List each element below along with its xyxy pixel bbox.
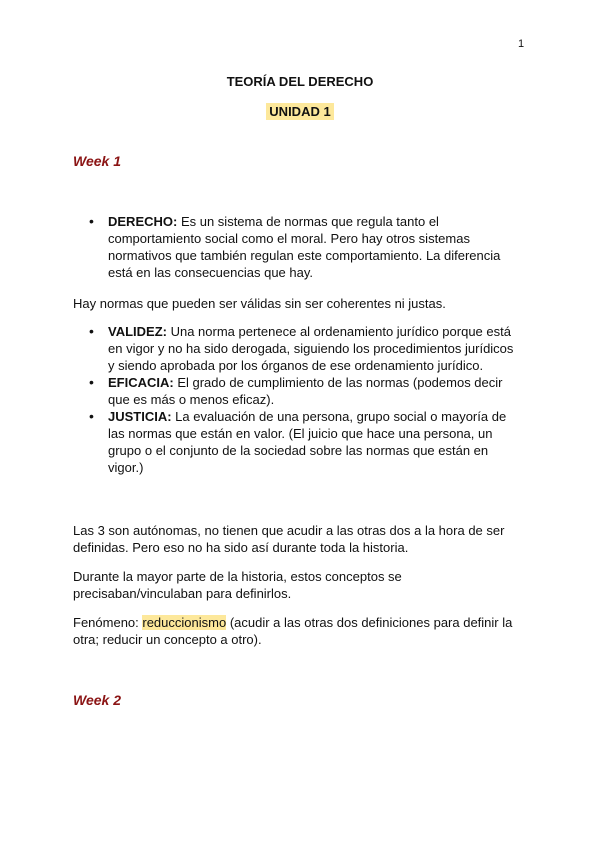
paragraph-norms: Hay normas que pueden ser válidas sin ser coherentes ni justas. — [73, 296, 446, 311]
unit-heading — [0, 103, 600, 120]
list-item-validez — [73, 323, 523, 374]
definition-justicia: La evaluación de una persona, grupo social o mayoría de las normas que están en valor. (El juicio que hace una persona, un grupo o el conjunto de la sociedad sobre las normas que están en vigor.) — [108, 409, 507, 475]
paragraph-phenomenon — [73, 614, 523, 648]
term-eficacia: EFICACIA: — [108, 375, 174, 390]
phenomenon-suffix: (acudir a las otras dos definiciones para definir la otra; reducir un concepto a otro). — [73, 615, 513, 647]
list-item-derecho — [73, 213, 523, 281]
week-2-heading: Week 2 — [73, 692, 121, 708]
phenomenon-prefix: Fenómeno: — [73, 615, 143, 630]
paragraph-autonomous: Las 3 son autónomas, no tienen que acudir a las otras dos a la hora de ser definidas. Pero eso no ha sido así durante toda la historia. — [73, 523, 505, 555]
term-validez: VALIDEZ: — [108, 324, 167, 339]
term-derecho: DERECHO: — [108, 214, 178, 229]
definition-derecho: Es un sistema de normas que regula tanto el comportamiento social como el moral. Pero hay otros sistemas normativos que también regulan este comportamiento. La diferencia está en las consecuencias que hay. — [108, 214, 501, 280]
term-justicia: JUSTICIA: — [108, 409, 172, 424]
document-title: TEORÍA DEL DERECHO — [226, 74, 374, 89]
list-item-eficacia — [73, 374, 523, 408]
definition-list-derecho — [73, 213, 523, 281]
paragraph-history: Durante la mayor parte de la historia, estos conceptos se precisaban/vinculaban para definirlos. — [73, 569, 402, 601]
list-item-justicia — [73, 408, 523, 476]
definition-eficacia: El grado de cumplimiento de las normas (podemos decir que es más o menos eficaz). — [108, 375, 503, 407]
week-1-heading: Week 1 — [73, 153, 121, 169]
phenomenon-highlight: reduccionismo — [142, 615, 227, 630]
definition-list-concepts — [73, 323, 523, 476]
definition-validez: Una norma pertenece al ordenamiento jurídico porque está en vigor y no ha sido derogada, siguiendo los procedimientos jurídicos y siendo aprobada por los órganos de ese ordenamiento jurídico. — [108, 324, 514, 373]
unit-label: UNIDAD 1 — [266, 103, 333, 120]
page-number: 1 — [518, 38, 525, 50]
